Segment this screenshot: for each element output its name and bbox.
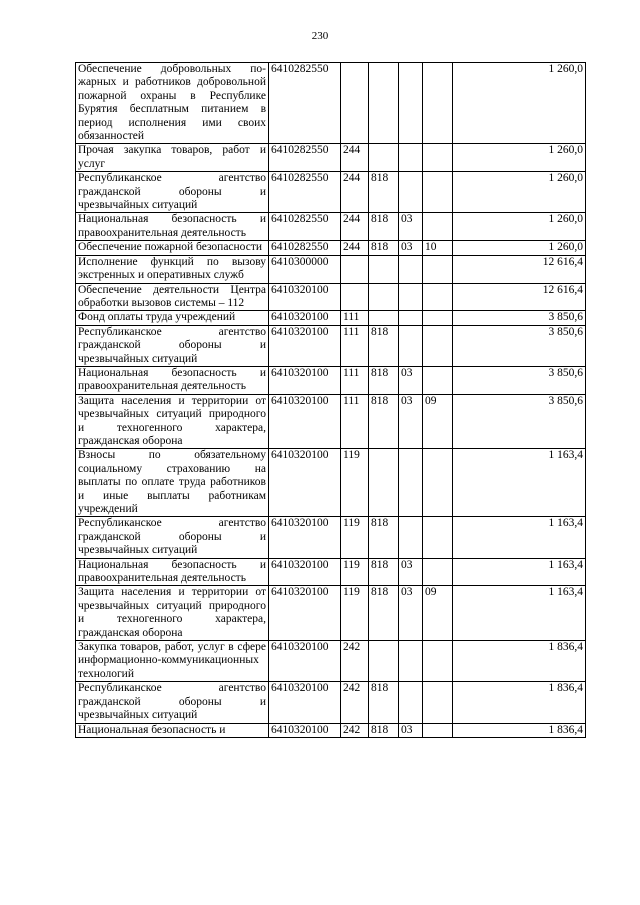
subsection-code [423,311,453,325]
ministry-code [369,144,399,172]
target-article-code: 6410300000 [269,255,341,283]
target-article-code: 6410282550 [269,241,341,255]
expense-type-code: 244 [341,241,369,255]
target-article-code: 6410320100 [269,682,341,723]
ministry-code: 818 [369,241,399,255]
table-row [76,723,586,737]
amount: 3 850,6 [453,325,586,366]
subsection-code [423,255,453,283]
expense-type-code: 111 [341,394,369,449]
row-name: Обеспечение деятельности Центра обработки вызовов системы – 112 [76,283,269,311]
target-article-code: 6410320100 [269,366,341,394]
subsection-code [423,517,453,558]
ministry-code [369,641,399,682]
target-article-code: 6410320100 [269,558,341,586]
expense-type-code: 244 [341,172,369,213]
ministry-code: 818 [369,558,399,586]
amount: 1 260,0 [453,241,586,255]
ministry-code [369,63,399,144]
section-code [399,283,423,311]
row-name: Республиканское агентство гражданской обороны и чрезвычайных ситуаций [76,172,269,213]
table-row [76,311,586,325]
section-code [399,144,423,172]
target-article-code: 6410320100 [269,311,341,325]
row-name: Исполнение функций по вызову экстренных и оперативных служб [76,255,269,283]
table-row [76,213,586,241]
amount: 1 163,4 [453,449,586,517]
amount: 1 163,4 [453,586,586,641]
subsection-code [423,213,453,241]
ministry-code: 818 [369,325,399,366]
amount: 3 850,6 [453,311,586,325]
row-name: Фонд оплаты труда учреждений [76,311,269,325]
expense-type-code: 119 [341,449,369,517]
expense-type-code: 242 [341,723,369,737]
subsection-code [423,63,453,144]
amount: 1 836,4 [453,682,586,723]
table-row [76,586,586,641]
section-code: 03 [399,241,423,255]
table-row [76,144,586,172]
expense-type-code: 119 [341,586,369,641]
row-name: Республиканское агентство гражданской обороны и чрезвычайных ситуаций [76,325,269,366]
ministry-code [369,255,399,283]
row-name: Закупка товаров, работ, услуг в сфере информационно-коммуникационных технологий [76,641,269,682]
ministry-code: 818 [369,394,399,449]
section-code: 03 [399,394,423,449]
section-code [399,63,423,144]
amount: 1 260,0 [453,213,586,241]
amount: 1 260,0 [453,172,586,213]
ministry-code [369,283,399,311]
page-number: 230 [311,30,329,42]
amount: 1 163,4 [453,558,586,586]
expense-type-code: 119 [341,558,369,586]
table-row [76,255,586,283]
table-row [76,172,586,213]
table-row [76,325,586,366]
section-code [399,311,423,325]
section-code: 03 [399,558,423,586]
subsection-code [423,366,453,394]
ministry-code: 818 [369,723,399,737]
table-row [76,366,586,394]
expense-type-code [341,63,369,144]
ministry-code: 818 [369,517,399,558]
table-row [76,517,586,558]
ministry-code: 818 [369,213,399,241]
subsection-code [423,641,453,682]
row-name: Взносы по обязательному социальному страхованию на выплаты по оплате труда работников и иные выплаты работникам учреждений [76,449,269,517]
target-article-code: 6410282550 [269,144,341,172]
table-row [76,394,586,449]
subsection-code: 09 [423,586,453,641]
section-code [399,255,423,283]
target-article-code: 6410320100 [269,449,341,517]
amount: 3 850,6 [453,366,586,394]
section-code [399,449,423,517]
expense-type-code: 244 [341,144,369,172]
row-name: Республиканское агентство гражданской обороны и чрезвычайных ситуаций [76,682,269,723]
row-name: Обеспечение добровольных по-жарных и работников добровольной пожарной охраны в Республике Бурятия бесплатным питанием в период исполнения ими своих обязанностей [76,63,269,144]
subsection-code [423,682,453,723]
amount: 12 616,4 [453,255,586,283]
table-row [76,241,586,255]
row-name: Национальная безопасность и правоохранительная деятельность [76,558,269,586]
table-row [76,641,586,682]
expense-type-code: 242 [341,641,369,682]
table-row [76,558,586,586]
row-name: Прочая закупка товаров, работ и услуг [76,144,269,172]
section-code: 03 [399,586,423,641]
section-code [399,682,423,723]
amount: 12 616,4 [453,283,586,311]
amount: 1 836,4 [453,723,586,737]
ministry-code [369,311,399,325]
expense-type-code: 111 [341,325,369,366]
amount: 1 163,4 [453,517,586,558]
row-name: Республиканское агентство гражданской обороны и чрезвычайных ситуаций [76,517,269,558]
section-code: 03 [399,213,423,241]
table-row [76,63,586,144]
table-row [76,283,586,311]
target-article-code: 6410282550 [269,213,341,241]
table-row [76,682,586,723]
target-article-code: 6410320100 [269,641,341,682]
amount: 1 260,0 [453,144,586,172]
subsection-code [423,144,453,172]
target-article-code: 6410320100 [269,283,341,311]
expense-type-code: 119 [341,517,369,558]
ministry-code: 818 [369,682,399,723]
row-name: Национальная безопасность и правоохранительная деятельность [76,213,269,241]
section-code [399,641,423,682]
amount: 3 850,6 [453,394,586,449]
target-article-code: 6410320100 [269,517,341,558]
subsection-code [423,558,453,586]
expense-type-code [341,283,369,311]
ministry-code: 818 [369,172,399,213]
expense-type-code: 111 [341,311,369,325]
amount: 1 836,4 [453,641,586,682]
section-code: 03 [399,723,423,737]
target-article-code: 6410320100 [269,723,341,737]
subsection-code: 09 [423,394,453,449]
row-name: Защита населения и территории от чрезвычайных ситуаций природного и техногенного характера, гражданская оборона [76,586,269,641]
subsection-code [423,723,453,737]
subsection-code [423,449,453,517]
subsection-code: 10 [423,241,453,255]
section-code [399,517,423,558]
expense-type-code [341,255,369,283]
target-article-code: 6410282550 [269,172,341,213]
ministry-code [369,449,399,517]
target-article-code: 6410320100 [269,325,341,366]
section-code: 03 [399,366,423,394]
row-name: Национальная безопасность и правоохранительная деятельность [76,366,269,394]
section-code [399,325,423,366]
section-code [399,172,423,213]
table-row [76,449,586,517]
budget-table [75,62,586,738]
ministry-code: 818 [369,366,399,394]
ministry-code: 818 [369,586,399,641]
row-name: Национальная безопасность и [76,723,269,737]
amount: 1 260,0 [453,63,586,144]
subsection-code [423,283,453,311]
subsection-code [423,172,453,213]
target-article-code: 6410282550 [269,63,341,144]
target-article-code: 6410320100 [269,586,341,641]
row-name: Обеспечение пожарной безопасности [76,241,269,255]
expense-type-code: 111 [341,366,369,394]
target-article-code: 6410320100 [269,394,341,449]
expense-type-code: 242 [341,682,369,723]
subsection-code [423,325,453,366]
expense-type-code: 244 [341,213,369,241]
row-name: Защита населения и территории от чрезвычайных ситуаций природного и техногенного характера, гражданская оборона [76,394,269,449]
